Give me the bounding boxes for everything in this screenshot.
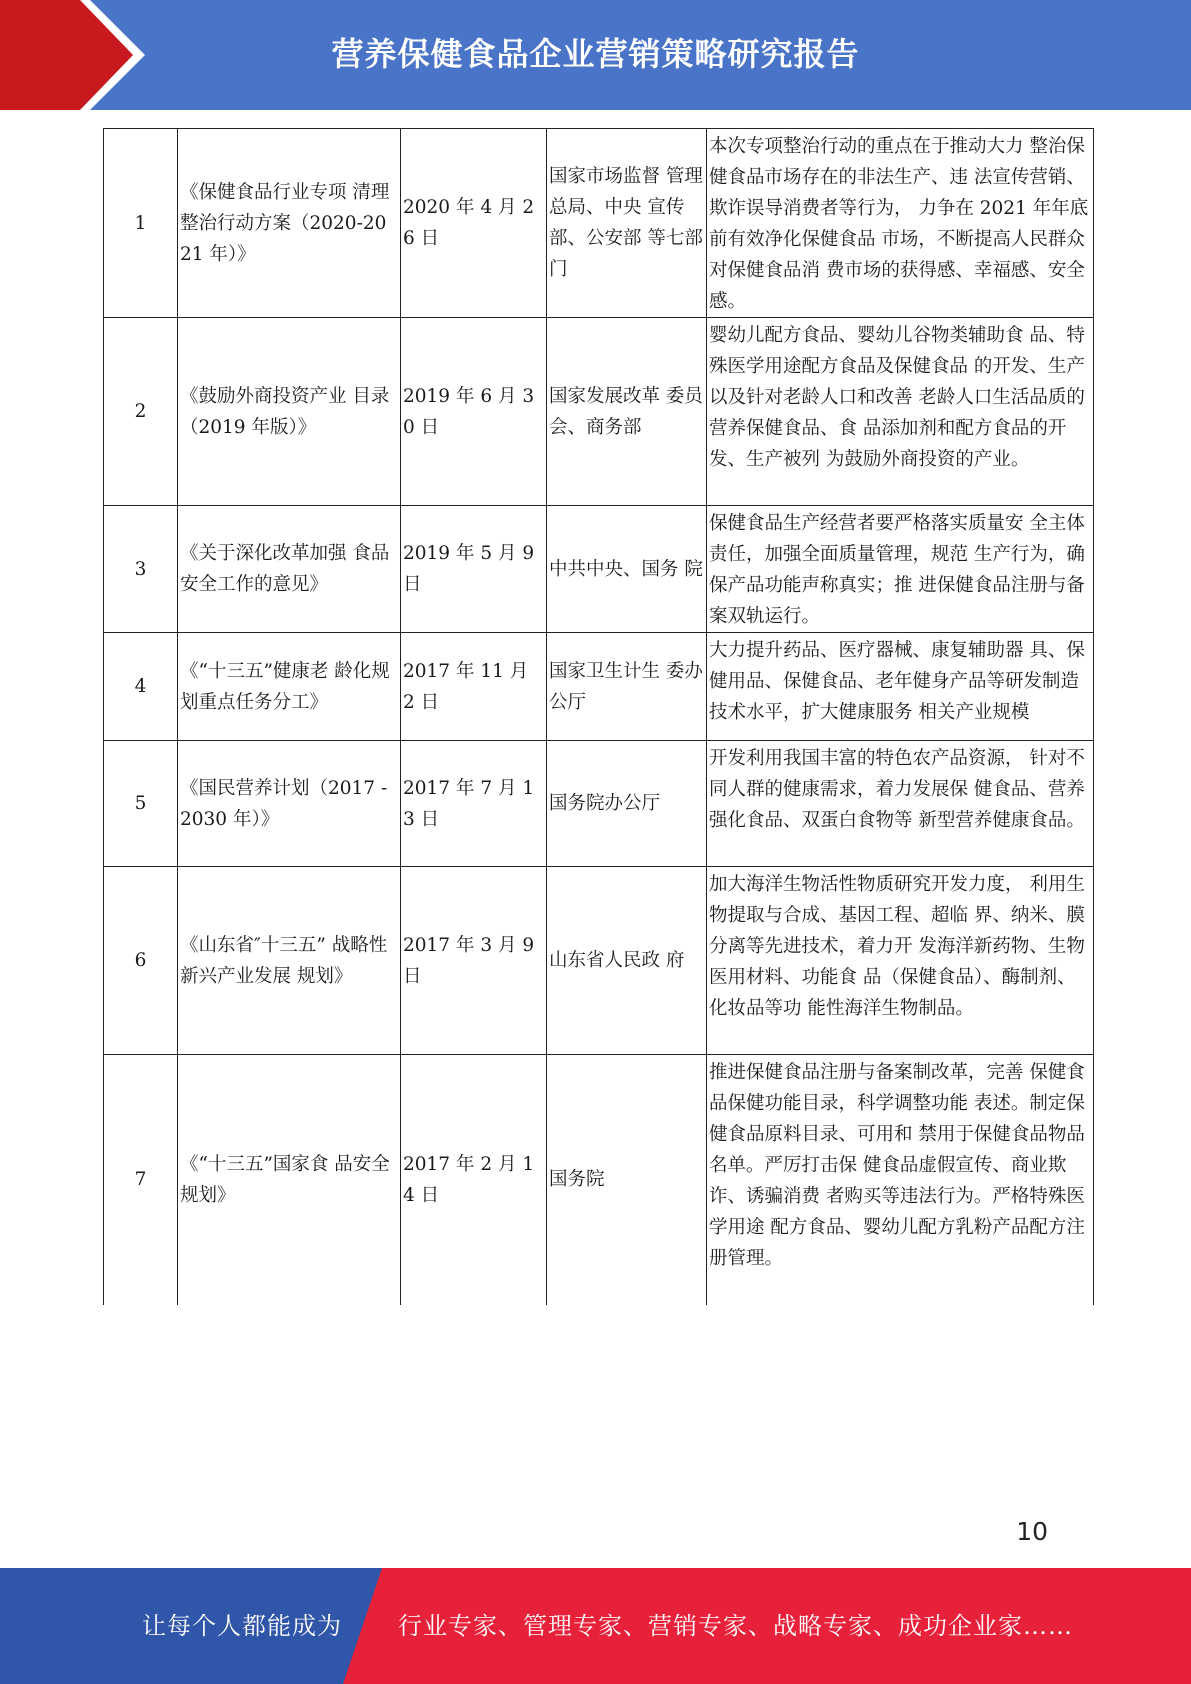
policy-name-cell: 《保健食品行业专项 清理整治行动方案（2020-2021 年）》 [178, 129, 401, 318]
table-row [104, 867, 1094, 1055]
row-number-cell: 2 [104, 318, 178, 506]
row-number-cell: 6 [104, 867, 178, 1055]
policy-content-cell [707, 633, 1094, 741]
issue-date-cell: 2017 年 3 月 9 日 [401, 867, 547, 1055]
footer-slogan-right: 行业专家、管理专家、营销专家、战略专家、成功企业家…… [398, 1612, 1073, 1640]
policy-name-cell: 《国民营养计划（2017 -2030 年）》 [178, 741, 401, 867]
issue-date-cell: 2020 年 4 月 26 日 [401, 129, 547, 318]
issuing-department-cell: 国家卫生计生 委办公厅 [547, 633, 707, 741]
table-row [104, 129, 1094, 318]
row-number-cell: 1 [104, 129, 178, 318]
table-row [104, 318, 1094, 506]
row-number-cell: 3 [104, 506, 178, 633]
policy-content-cell: 婴幼儿配方食品、婴幼儿谷物类辅助食 品、特殊医学用途配方食品及保健食品 的开发、生产以及针对老龄人口和改善 老龄人口生活品质的营养保健食品、食 品添加剂和配方食品的开发、生产被列 为鼓励外商投资的产业。 [707, 318, 1094, 506]
issuing-department-cell: 国家发展改革 委员会、商务部 [547, 318, 707, 506]
policy-content-cell: 推进保健食品注册与备案制改革，完善 保健食品保健功能目录，科学调整功能 表述。制定保健食品原料目录、可用和 禁用于保健食品物品名单。严厉打击保 健食品虚假宣传、商业欺诈、诱骗消费 者购买等违法行为。严格特殊医学用途 配方食品、婴幼儿配方乳粉产品配方注 册管理。 [707, 1055, 1094, 1305]
row-number-cell: 4 [104, 633, 178, 741]
policy-name-cell: 《山东省″十三五” 战略性新兴产业发展 规划》 [178, 867, 401, 1055]
row-number-cell: 7 [104, 1055, 178, 1305]
policy-content-cell: 保健食品生产经营者要严格落实质量安 全主体责任，加强全面质量管理，规范 生产行为，确保产品功能声称真实；推 进保健食品注册与备案双轨运行。 [707, 506, 1094, 633]
table-row [104, 633, 1094, 741]
policy-content-cell: 开发利用我国丰富的特色农产品资源， 针对不同人群的健康需求，着力发展保 健食品、营养强化食品、双蛋白食物等 新型营养健康食品。 [707, 741, 1094, 867]
policy-content-text: 大力提升药品、医疗器械、康复辅助器 具、保健用品、保健食品、老年健身产品等研发制造技术水平，扩大健康服务 相关产业规模 [709, 640, 1085, 723]
issuing-department-cell: 山东省人民政 府 [547, 867, 707, 1055]
policy-table [103, 128, 1094, 1305]
policy-name-cell: 《“十三五”健康老 龄化规划重点任务分工》 [178, 633, 401, 741]
policy-content-cell: 本次专项整治行动的重点在于推动大力 整治保健食品市场存在的非法生产、违 法宣传营销、欺诈误导消费者等行为， 力争在 2021 年年底前有效净化保健食品 市场，不断提高人民群众对保健食品消 费市场的获得感、幸福感、安全感。 [707, 129, 1094, 318]
table-row [104, 741, 1094, 867]
policy-name-cell: 《关于深化改革加强 食品安全工作的意见》 [178, 506, 401, 633]
table-row [104, 506, 1094, 633]
issuing-department-cell: 国务院 [547, 1055, 707, 1305]
row-number-cell: 5 [104, 741, 178, 867]
policy-name-cell: 《鼓励外商投资产业 目录（2019 年版）》 [178, 318, 401, 506]
issuing-department-cell: 国务院办公厅 [547, 741, 707, 867]
issue-date-cell: 2017 年 2 月 14 日 [401, 1055, 547, 1305]
issuing-department-cell: 国家市场监督 管理总局、中央 宣传部、公安部 等七部门 [547, 129, 707, 318]
issue-date-cell: 2019 年 5 月 9 日 [401, 506, 547, 633]
page-footer [0, 1568, 1191, 1684]
page-number: 10 [1016, 1517, 1048, 1546]
policy-name-cell: 《“十三五”国家食 品安全规划》 [178, 1055, 401, 1305]
policy-content-cell: 加大海洋生物活性物质研究开发力度， 利用生物提取与合成、基因工程、超临 界、纳米、膜分离等先进技术，着力开 发海洋新药物、生物医用材料、功能食 品（保健食品）、酶制剂、化妆品等功 能性海洋生物制品。 [707, 867, 1094, 1055]
issuing-department-cell: 中共中央、国务 院 [547, 506, 707, 633]
issue-date-cell: 2017 年 11 月 2 日 [401, 633, 547, 741]
issue-date-cell: 2017 年 7 月 13 日 [401, 741, 547, 867]
footer-slogan-left: 让每个人都能成为 [142, 1612, 342, 1640]
table-row [104, 1055, 1094, 1305]
report-title: 营养保健食品企业营销策略研究报告 [331, 35, 860, 73]
issue-date-cell: 2019 年 6 月 30 日 [401, 318, 547, 506]
page-header [0, 0, 1191, 110]
